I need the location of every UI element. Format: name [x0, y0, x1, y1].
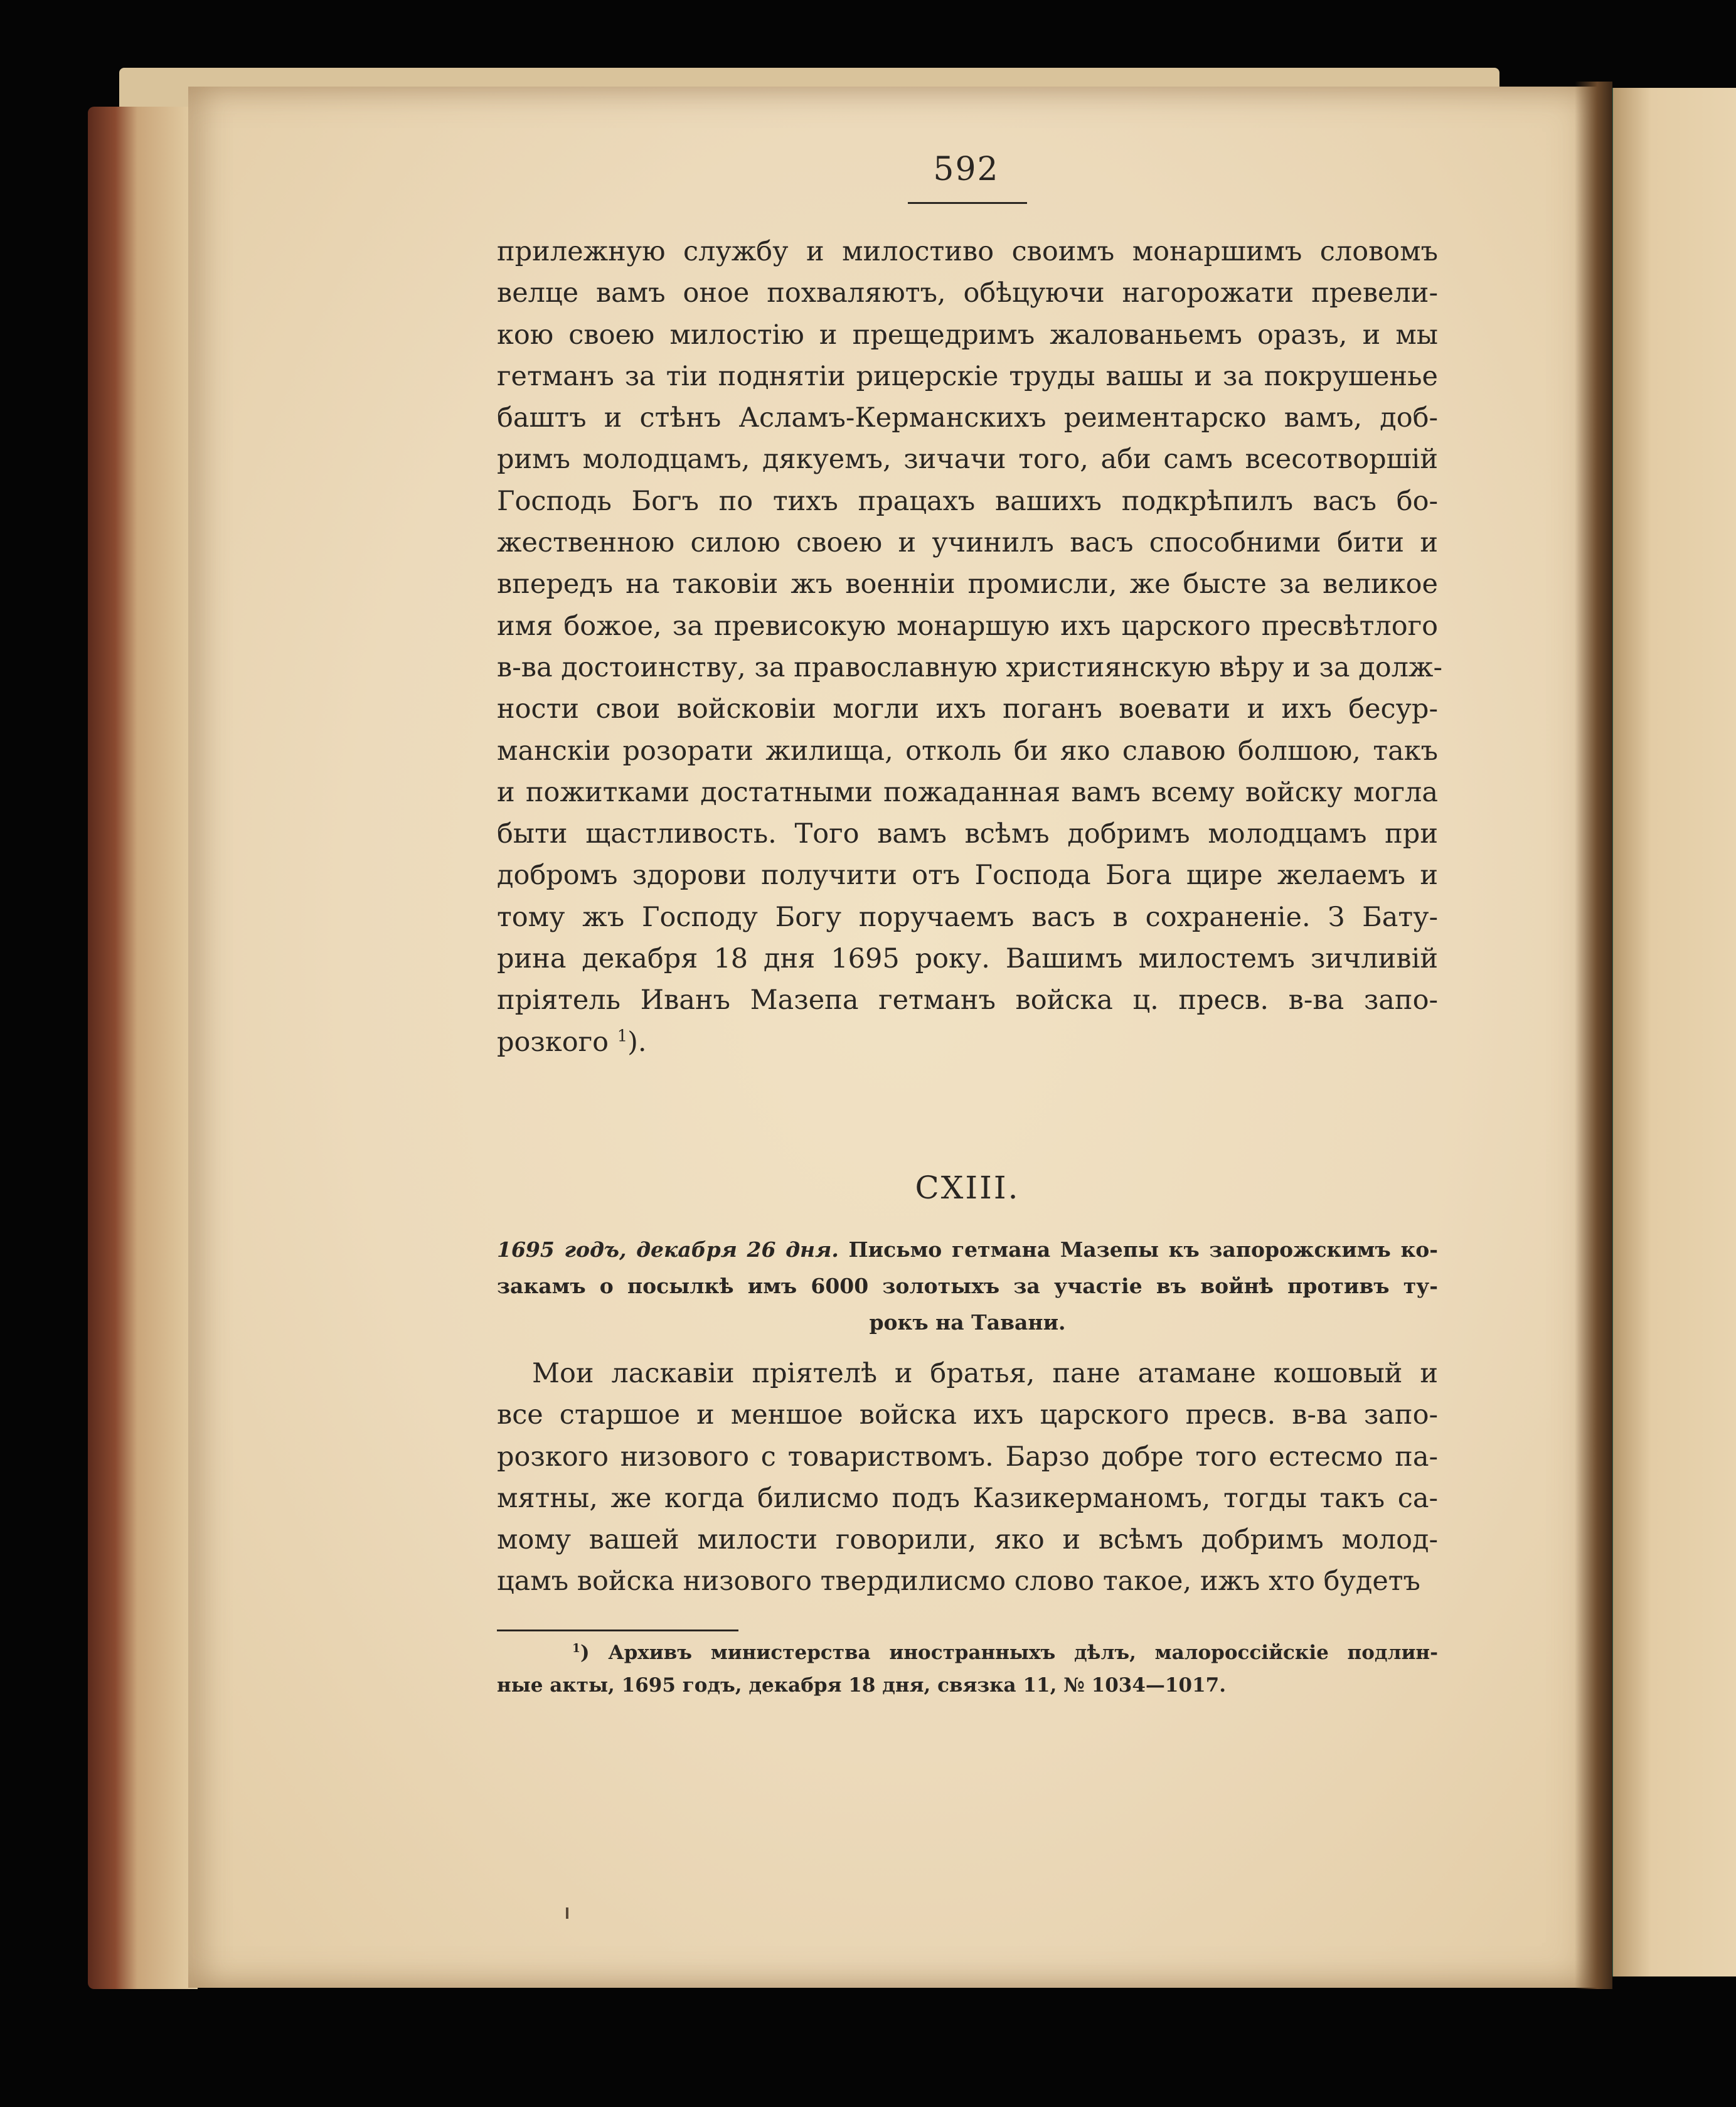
ink-mark — [566, 1907, 568, 1919]
next-page-edge — [1609, 88, 1736, 1976]
paragraph_1-line-4: гетманъ за тіи поднятіи рицерскіе труды вашы и за покрушенье — [497, 360, 1438, 392]
paragraph_1-line-3: кою своею милостію и прещедримъ жалованьемъ оразъ, и мы — [497, 319, 1438, 351]
page-number-rule — [908, 202, 1027, 204]
page-gutter — [1575, 82, 1612, 1989]
body-paragraph-1 — [497, 231, 1442, 1063]
paragraph_1-line-2: велце вамъ оное похваляютъ, обѣцуючи нагорожати превели- — [497, 277, 1438, 309]
paragraph_2-line-3: розкого низового с товариствомъ. Барзо добре того естесмо па- — [497, 1441, 1438, 1473]
paragraph_2-line-2: все старшое и меншое войска ихъ царского пресв. в-ва запо- — [497, 1399, 1438, 1431]
footnote-reference: 1 — [617, 1027, 628, 1046]
paragraph_1-line-14: и пожитками достатными пожаданная вамъ всему войску могла — [497, 776, 1438, 808]
footnote-line-1: $^1$) Архивъ министерства иностранныхъ дѣлъ, малороссійскіе подлин- — [572, 1641, 1438, 1664]
paragraph_1-line-12: ности свои войсковіи могли ихъ поганъ воевати и ихъ бесур- — [497, 693, 1438, 725]
body-paragraph-2 — [497, 1353, 1438, 1603]
paragraph_2-line-6: цамъ войска низового твердилисмо слово такое, ижъ хто будетъ — [497, 1566, 1420, 1598]
paragraph_1-line-19: пріятель Иванъ Мазепа гетманъ войска ц. пресв. в-ва запо- — [497, 984, 1438, 1016]
section-heading: CXIII. — [915, 1170, 1020, 1206]
footnote — [497, 1636, 1438, 1702]
paragraph_2-line-5: мому вашей милости говорили, яко и всѣмъ добримъ молод- — [497, 1524, 1438, 1556]
summary-date: 1695 годъ, декабря 26 дня. — [497, 1237, 839, 1262]
paragraph_1-line-5: баштъ и стѣнъ Асламъ-Керманскихъ реиментарско вамъ, доб- — [497, 402, 1438, 434]
paragraph_1-line-13: манскіи розорати жилища, отколь би яко славою болшою, такъ — [497, 735, 1438, 767]
footnote-marker: 1 — [572, 1641, 580, 1655]
document-summary — [497, 1232, 1438, 1341]
paragraph_2-line-4: мятны, же когда билисмо подъ Казикерманомъ, тогды такъ са- — [497, 1482, 1438, 1514]
paragraph_1-line-6: римъ молодцамъ, дякуемъ, зичачи того, аби самъ всесотворшій — [497, 444, 1438, 476]
footnote-line-2: ные акты, 1695 годъ, декабря 18 дня, связка 11, № 1034—1017. — [497, 1674, 1227, 1697]
summary-line-2: закамъ о посылкѣ имъ 6000 золотыхъ за участіе въ войнѣ противъ ту- — [497, 1274, 1438, 1298]
paragraph_1-line-9: впередъ на таковіи жъ военніи промисли, же бысте за великое — [497, 568, 1438, 600]
paragraph_1-line-10: имя божое, за превисокую монаршую ихъ царского пресвѣтлого — [497, 610, 1438, 642]
footnote-rule — [497, 1630, 738, 1631]
paragraph_1-line-16: добромъ здорови получити отъ Господа Бога щире желаемъ и — [497, 860, 1438, 892]
book-left-edge — [88, 107, 198, 1989]
paragraph_1-line-1: прилежную службу и милостиво своимъ монаршимъ словомъ — [497, 236, 1438, 267]
paragraph_1-line-15: быти щастливость. Того вамъ всѣмъ добримъ молодцамъ при — [497, 818, 1438, 850]
paragraph_1-line-7: Господь Богъ по тихъ працахъ вашихъ подкрѣпилъ васъ бо- — [497, 485, 1438, 517]
paragraph_2-line-1: Мои ласкавіи пріятелѣ и братья, пане атамане кошовый и — [532, 1358, 1438, 1389]
paragraph_1-line-11: в-ва достоинству, за православную християнскую вѣру и за долж- — [497, 651, 1442, 683]
paragraph_1-line-8: жественною силою своею и учинилъ васъ способними бити и — [497, 527, 1438, 559]
paragraph_1-line-18: рина декабря 18 дня 1695 року. Вашимъ милостемъ зичливій — [497, 943, 1438, 975]
summary-line-1: 1695 годъ, декабря 26 дня. Письмо гетмана Мазепы къ запорожскимъ ко- — [497, 1237, 1438, 1262]
summary-line-3: рокъ на Тавани. — [869, 1310, 1066, 1335]
page-number: 592 — [933, 151, 999, 188]
paragraph_1-line-20: розкого $^1$). — [497, 1026, 647, 1058]
paragraph_1-line-17: тому жъ Господу Богу поручаемъ васъ в сохраненіе. З Бату- — [497, 901, 1438, 933]
